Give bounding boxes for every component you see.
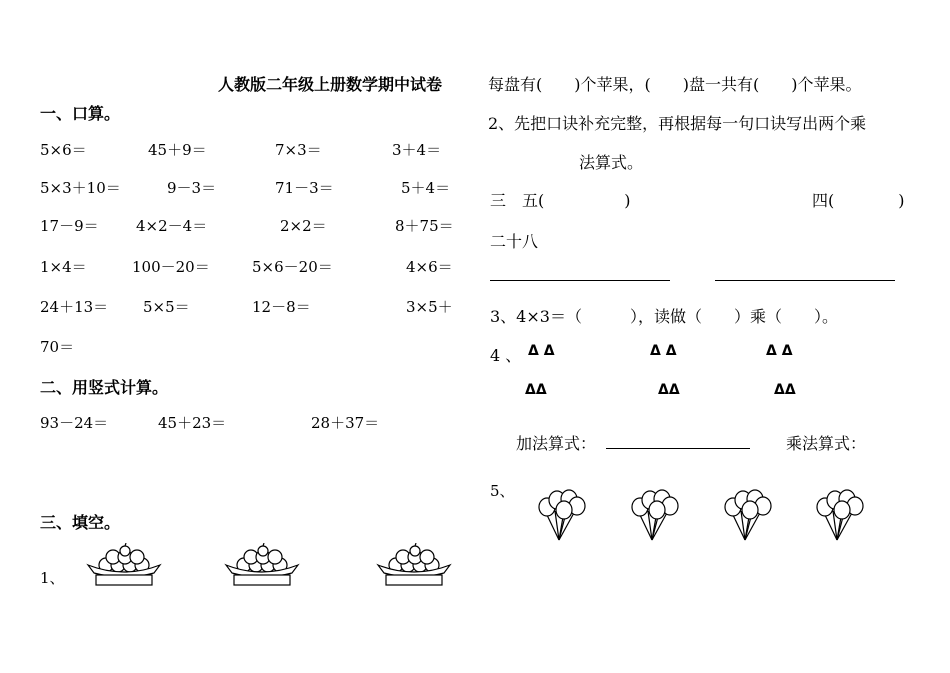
triangle-group: ΔΔ xyxy=(525,382,547,398)
vertical-calc-item: 45＋23＝ xyxy=(158,414,227,432)
page-title: 人教版二年级上册数学期中试卷 xyxy=(218,75,443,94)
fruit-plate-icon xyxy=(376,543,452,589)
calc-item: 5×3＋10＝ xyxy=(40,179,121,197)
balloon-bunch-icon xyxy=(537,487,589,543)
q2-instruction-line2: 法算式。 xyxy=(579,153,644,172)
triangle-group: Δ Δ xyxy=(650,343,677,359)
q5-label: 5、 xyxy=(490,482,515,500)
q2-rhyme-third: 二十八 xyxy=(490,232,539,251)
vertical-calc-item: 28＋37＝ xyxy=(311,414,380,432)
calc-item: 5×5＝ xyxy=(143,298,190,316)
calc-item-wrap: 70＝ xyxy=(40,338,75,356)
addition-answer-line[interactable] xyxy=(606,448,750,449)
triangle-group: ΔΔ xyxy=(774,382,796,398)
calc-item: 12－8＝ xyxy=(252,298,311,316)
calc-item: 2×2＝ xyxy=(280,217,327,235)
calc-item: 4×6＝ xyxy=(406,258,453,276)
triangle-group: Δ Δ xyxy=(528,343,555,359)
answer-line[interactable] xyxy=(715,280,895,281)
calc-item: 5×6＝ xyxy=(40,141,87,159)
triangle-group: Δ Δ xyxy=(766,343,793,359)
calc-item: 100－20＝ xyxy=(132,258,210,276)
q4-addition-label: 加法算式： xyxy=(516,434,597,453)
calc-item: 8＋75＝ xyxy=(395,217,454,235)
calc-item: 4×2－4＝ xyxy=(136,217,208,235)
calc-item: 5＋4＝ xyxy=(401,179,451,197)
q1-fill-line: 每盘有( )个苹果，( )盘一共有( )个苹果。 xyxy=(488,75,862,94)
triangle-group: ΔΔ xyxy=(658,382,680,398)
calc-item: 71－3＝ xyxy=(275,179,334,197)
q4-multiplication-label: 乘法算式： xyxy=(786,434,867,453)
calc-item: 1×4＝ xyxy=(40,258,87,276)
q2-instruction-line1: 2、先把口诀补充完整，再根据每一句口诀写出两个乘 xyxy=(488,114,867,133)
calc-item: 3×5＋ xyxy=(406,298,453,316)
fruit-plate-icon xyxy=(86,543,162,589)
section-heading-mental-math: 一、口算。 xyxy=(40,104,121,123)
q4-label: 4 、 xyxy=(490,346,522,365)
calc-item: 3＋4＝ xyxy=(392,141,442,159)
question-1-label: 1、 xyxy=(40,569,65,587)
section-heading-vertical-calc: 二、用竖式计算。 xyxy=(40,378,169,397)
q3-line: 3、4×3＝（ ），读做（ ）乘（ ）。 xyxy=(490,307,838,326)
q2-rhyme-right: 四( ) xyxy=(812,191,905,210)
calc-item: 5×6－20＝ xyxy=(252,258,333,276)
calc-item: 24＋13＝ xyxy=(40,298,109,316)
calc-item: 17－9＝ xyxy=(40,217,99,235)
q2-rhyme-left: 三 五( ) xyxy=(490,191,631,210)
balloon-bunch-icon xyxy=(815,487,867,543)
balloon-bunch-icon xyxy=(630,487,682,543)
calc-item: 7×3＝ xyxy=(275,141,322,159)
balloon-bunch-icon xyxy=(723,487,775,543)
answer-line[interactable] xyxy=(490,280,670,281)
vertical-calc-item: 93－24＝ xyxy=(40,414,109,432)
fruit-plate-icon xyxy=(224,543,300,589)
section-heading-fill-blank: 三、填空。 xyxy=(40,513,121,532)
calc-item: 9－3＝ xyxy=(167,179,217,197)
calc-item: 45＋9＝ xyxy=(148,141,207,159)
